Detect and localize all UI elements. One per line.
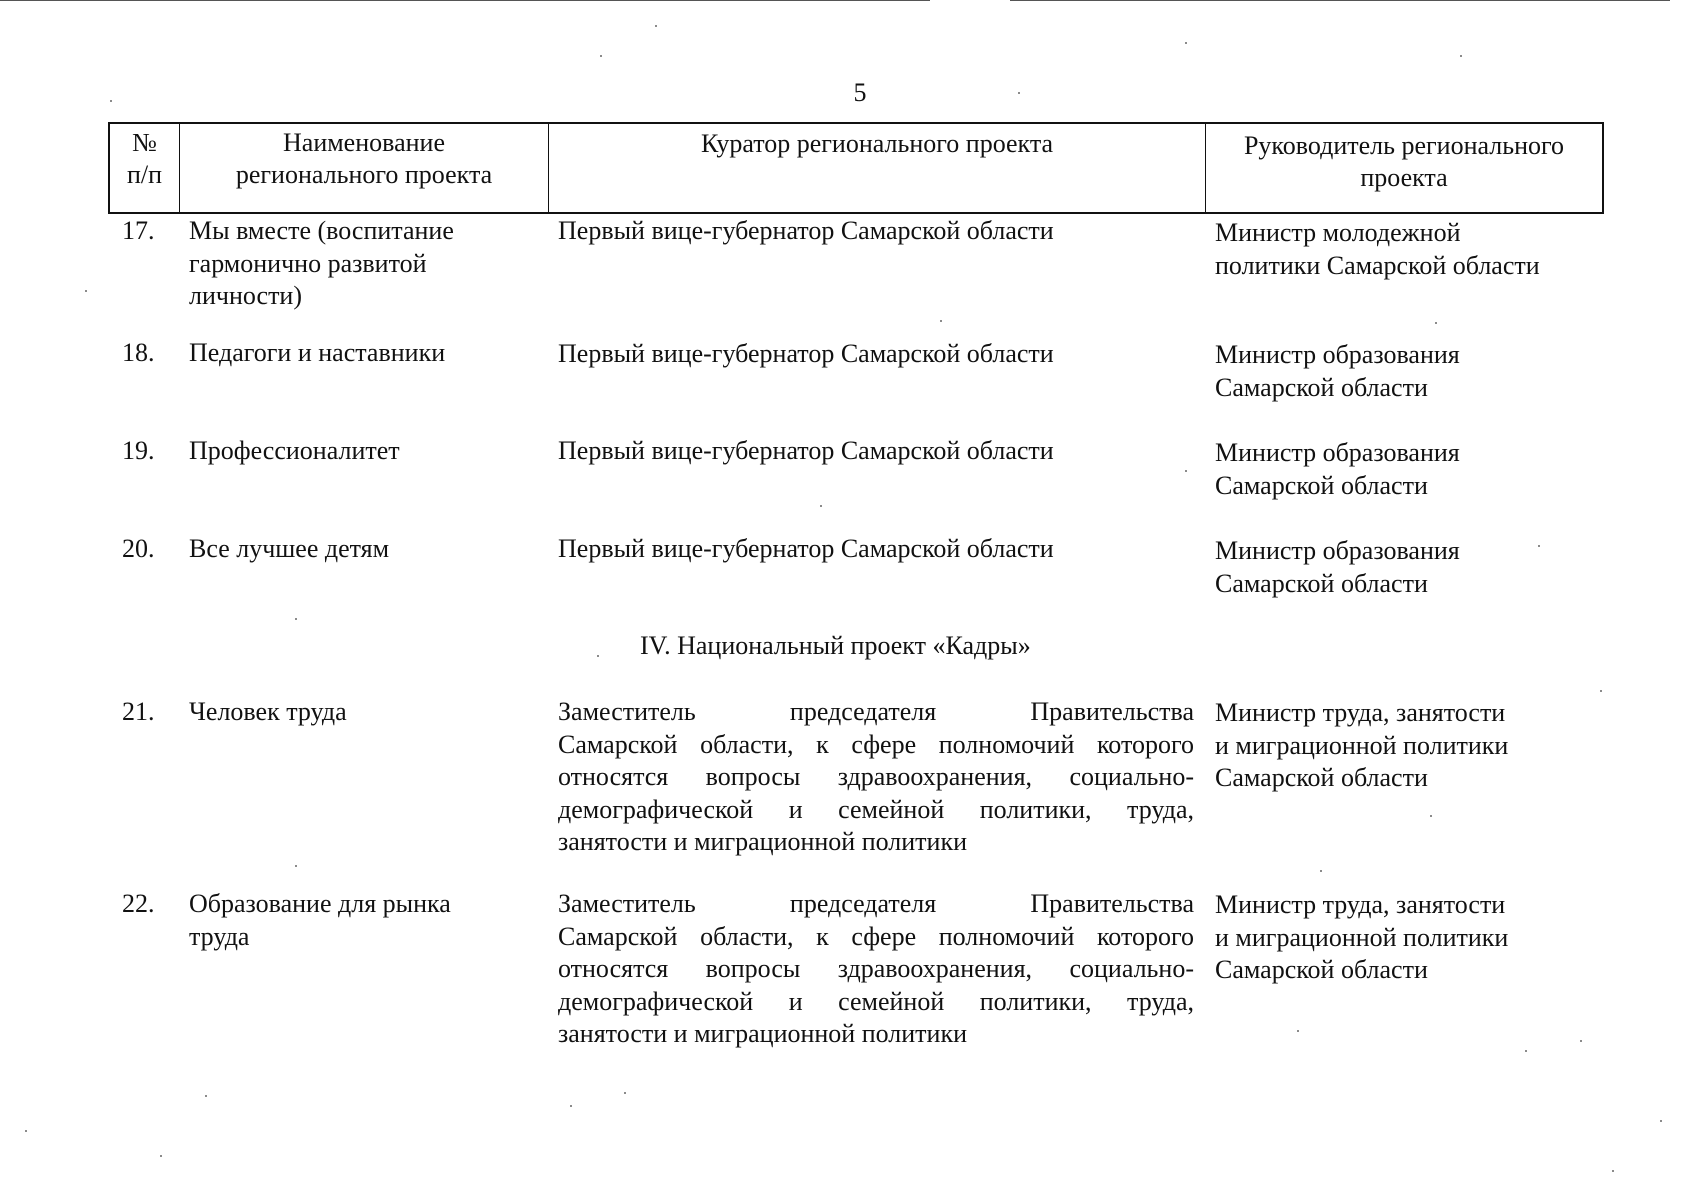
text-line: Самарской области — [1215, 763, 1428, 792]
row-number: 19. — [122, 436, 155, 465]
row-project-name — [189, 696, 519, 729]
text-line: политики Самарской области — [1215, 250, 1540, 280]
row-curator — [558, 338, 1194, 371]
text-line: Министр образования — [1215, 536, 1460, 565]
scan-speck — [1525, 1050, 1527, 1052]
scan-speck — [1612, 1170, 1614, 1172]
row-number: 21. — [122, 697, 155, 726]
row-curator — [558, 215, 1194, 248]
scan-speck — [25, 1130, 27, 1132]
header-curator — [549, 124, 1206, 212]
scan-speck — [597, 655, 599, 657]
text-line: Человек труда — [189, 697, 347, 726]
scan-speck — [1320, 870, 1322, 872]
row-curator — [558, 888, 1194, 1051]
scan-speck — [1018, 92, 1020, 94]
text-line: Самарской области — [1215, 955, 1428, 984]
text-line: Министр образования — [1215, 438, 1460, 467]
row-head — [1215, 697, 1615, 795]
header-num — [110, 124, 180, 212]
scan-edge-line — [1010, 0, 1670, 1]
text-line: Образование для рынка — [189, 889, 451, 918]
text-line: Министр труда, занятости — [1215, 890, 1506, 919]
text-line: Первый вице-губернатор Самарской области — [558, 339, 1054, 368]
header-head-line: проекта — [1360, 163, 1448, 192]
text-line: относятся вопросы здравоохранения, социально- — [558, 762, 1194, 791]
text-line: Первый вице-губернатор Самарской области — [558, 534, 1054, 563]
header-head — [1206, 124, 1602, 212]
text-line: демографической и семейной политики, труда, — [558, 794, 1194, 824]
text-line: демографической и семейной политики, труда, — [558, 986, 1194, 1016]
text-line: Все лучшее детям — [189, 534, 390, 563]
row-head — [1215, 437, 1615, 502]
text-line: Профессионалитет — [189, 436, 400, 465]
text-line: Самарской области — [1215, 470, 1428, 500]
row-curator — [558, 435, 1194, 468]
scan-speck — [295, 618, 297, 620]
text-line: Самарской области — [1215, 568, 1428, 598]
scan-speck — [1660, 1120, 1662, 1122]
page-number: 5 — [853, 78, 867, 107]
row-number: 17. — [122, 216, 155, 245]
text-line: Заместитель председателя Правительства — [558, 889, 1194, 918]
row-head — [1215, 339, 1615, 404]
scan-speck — [600, 55, 602, 57]
text-line: относятся вопросы здравоохранения, социально- — [558, 954, 1194, 983]
section-title: IV. Национальный проект «Кадры» — [640, 631, 1031, 660]
text-line: Первый вице-губернатор Самарской области — [558, 436, 1054, 465]
row-number: 20. — [122, 534, 155, 563]
header-num-line: п/п — [126, 160, 163, 189]
row-project-name — [189, 888, 519, 953]
row-project-name — [189, 435, 519, 468]
text-line: и миграционной политики — [1215, 730, 1509, 760]
text-line: Министр труда, занятости — [1215, 698, 1506, 727]
scan-speck — [940, 320, 942, 322]
header-num-line: № — [132, 128, 157, 157]
text-line: Самарской области, к сфере полномочий которого — [558, 729, 1194, 759]
row-curator — [558, 533, 1194, 566]
scan-speck — [160, 1155, 162, 1157]
header-head-line: Руководитель регионального — [1243, 131, 1565, 160]
scan-speck — [1297, 1030, 1299, 1032]
scan-speck — [570, 1105, 572, 1107]
row-head — [1215, 217, 1615, 282]
scan-speck — [1430, 815, 1432, 817]
scan-speck — [820, 505, 822, 507]
scan-speck — [655, 25, 657, 27]
text-line: занятости и миграционной политики — [558, 1019, 968, 1048]
scan-speck — [624, 1092, 626, 1094]
header-name-line: регионального проекта — [235, 160, 493, 189]
scan-speck — [1538, 545, 1540, 547]
row-project-name — [189, 337, 519, 370]
text-line: Заместитель председателя Правительства — [558, 697, 1194, 726]
text-line: личности) — [189, 281, 303, 310]
text-line: Самарской области, к сфере полномочий которого — [558, 921, 1194, 951]
text-line: труда — [189, 921, 250, 951]
text-line: гармонично развитой — [189, 248, 427, 278]
row-head — [1215, 535, 1615, 600]
row-project-name — [189, 533, 519, 566]
row-head — [1215, 889, 1615, 987]
table-header — [108, 122, 1604, 214]
scan-speck — [1185, 470, 1187, 472]
scan-speck — [295, 865, 297, 867]
header-name — [180, 124, 549, 212]
scan-speck — [85, 290, 87, 292]
scan-speck — [1185, 42, 1187, 44]
text-line: Педагоги и наставники — [189, 338, 446, 367]
text-line: Министр образования — [1215, 340, 1460, 369]
scan-speck — [1460, 55, 1462, 57]
scan-speck — [110, 100, 112, 102]
header-curator-line: Куратор регионального проекта — [700, 129, 1054, 158]
scan-speck — [205, 1095, 207, 1097]
scan-speck — [1435, 322, 1437, 324]
text-line: Мы вместе (воспитание — [189, 216, 454, 245]
text-line: Первый вице-губернатор Самарской области — [558, 216, 1054, 245]
text-line: Министр молодежной — [1215, 218, 1461, 247]
text-line: и миграционной политики — [1215, 922, 1509, 952]
row-number: 22. — [122, 889, 155, 918]
text-line: Самарской области — [1215, 372, 1428, 402]
text-line: занятости и миграционной политики — [558, 827, 968, 856]
scan-speck — [1600, 690, 1602, 692]
scan-speck — [1580, 1040, 1582, 1042]
header-name-line: Наименование — [283, 128, 445, 157]
row-project-name — [189, 215, 519, 313]
scan-edge-line — [0, 0, 930, 1]
row-curator — [558, 696, 1194, 859]
row-number: 18. — [122, 338, 155, 367]
